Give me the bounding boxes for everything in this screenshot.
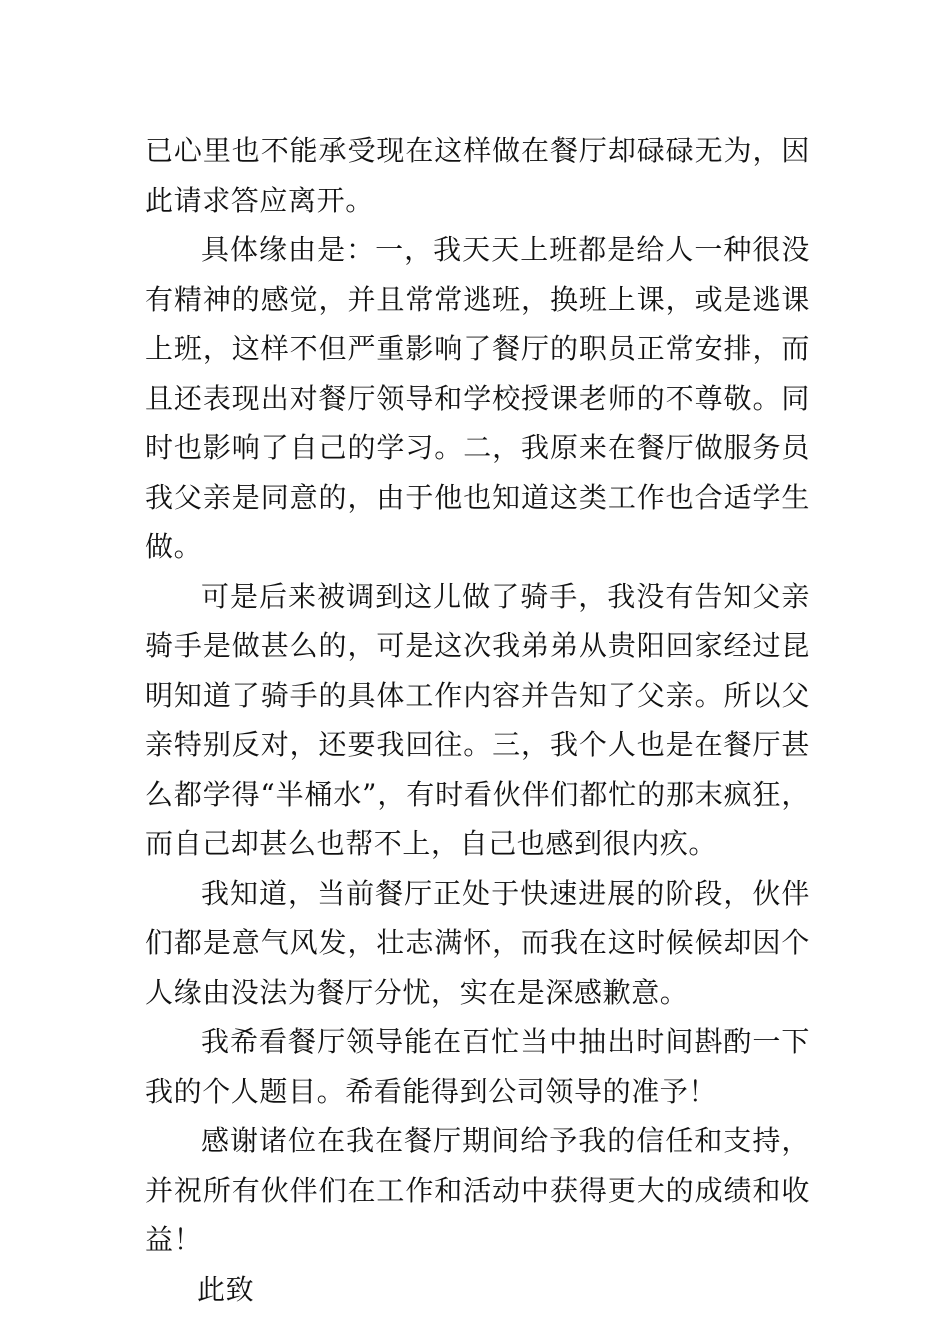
- document-page: [145, 126, 810, 1314]
- closing-salutation: 此致: [197, 1272, 255, 1306]
- paragraph-2: 具体缘由是：一，我天天上班都是给人一种很没有精神的感觉，并且常常逃班，换班上课，或是逃课上班，这样不但严重影响了餐厅的职员正常安排，而且还表现出对餐厅领导和学校授课老师的不尊敬。同时也影响了自己的学习。二，我原来在餐厅做服务员我父亲是同意的，由于他也知道这类工作也合适学生做。: [145, 233, 810, 563]
- paragraph-3: 可是后来被调到这儿做了骑手，我没有告知父亲骑手是做甚么的，可是这次我弟弟从贵阳回家经过昆明知道了骑手的具体工作内容并告知了父亲。所以父亲特别反对，还要我回往。三，我个人也是在餐厅甚么都学得“半桶水”，有时看伙伴们都忙的那末疯狂，而自己却甚么也帮不上，自己也感到很内疚。: [145, 579, 810, 860]
- paragraph-5: 我希看餐厅领导能在百忙当中抽出时间斟酌一下我的个人题目。希看能得到公司领导的准予！: [145, 1025, 810, 1108]
- paragraph-1: 已心里也不能承受现在这样做在餐厅却碌碌无为，因此请求答应离开。: [145, 134, 810, 217]
- paragraph-4: 我知道，当前餐厅正处于快速进展的阶段，伙伴们都是意气风发，壮志满怀，而我在这时候候却因个人缘由没法为餐厅分忧，实在是深感歉意。: [145, 876, 810, 1009]
- paragraph-6: 感谢诸位在我在餐厅期间给予我的信任和支持，并祝所有伙伴们在工作和活动中获得更大的成绩和收益！: [145, 1124, 810, 1256]
